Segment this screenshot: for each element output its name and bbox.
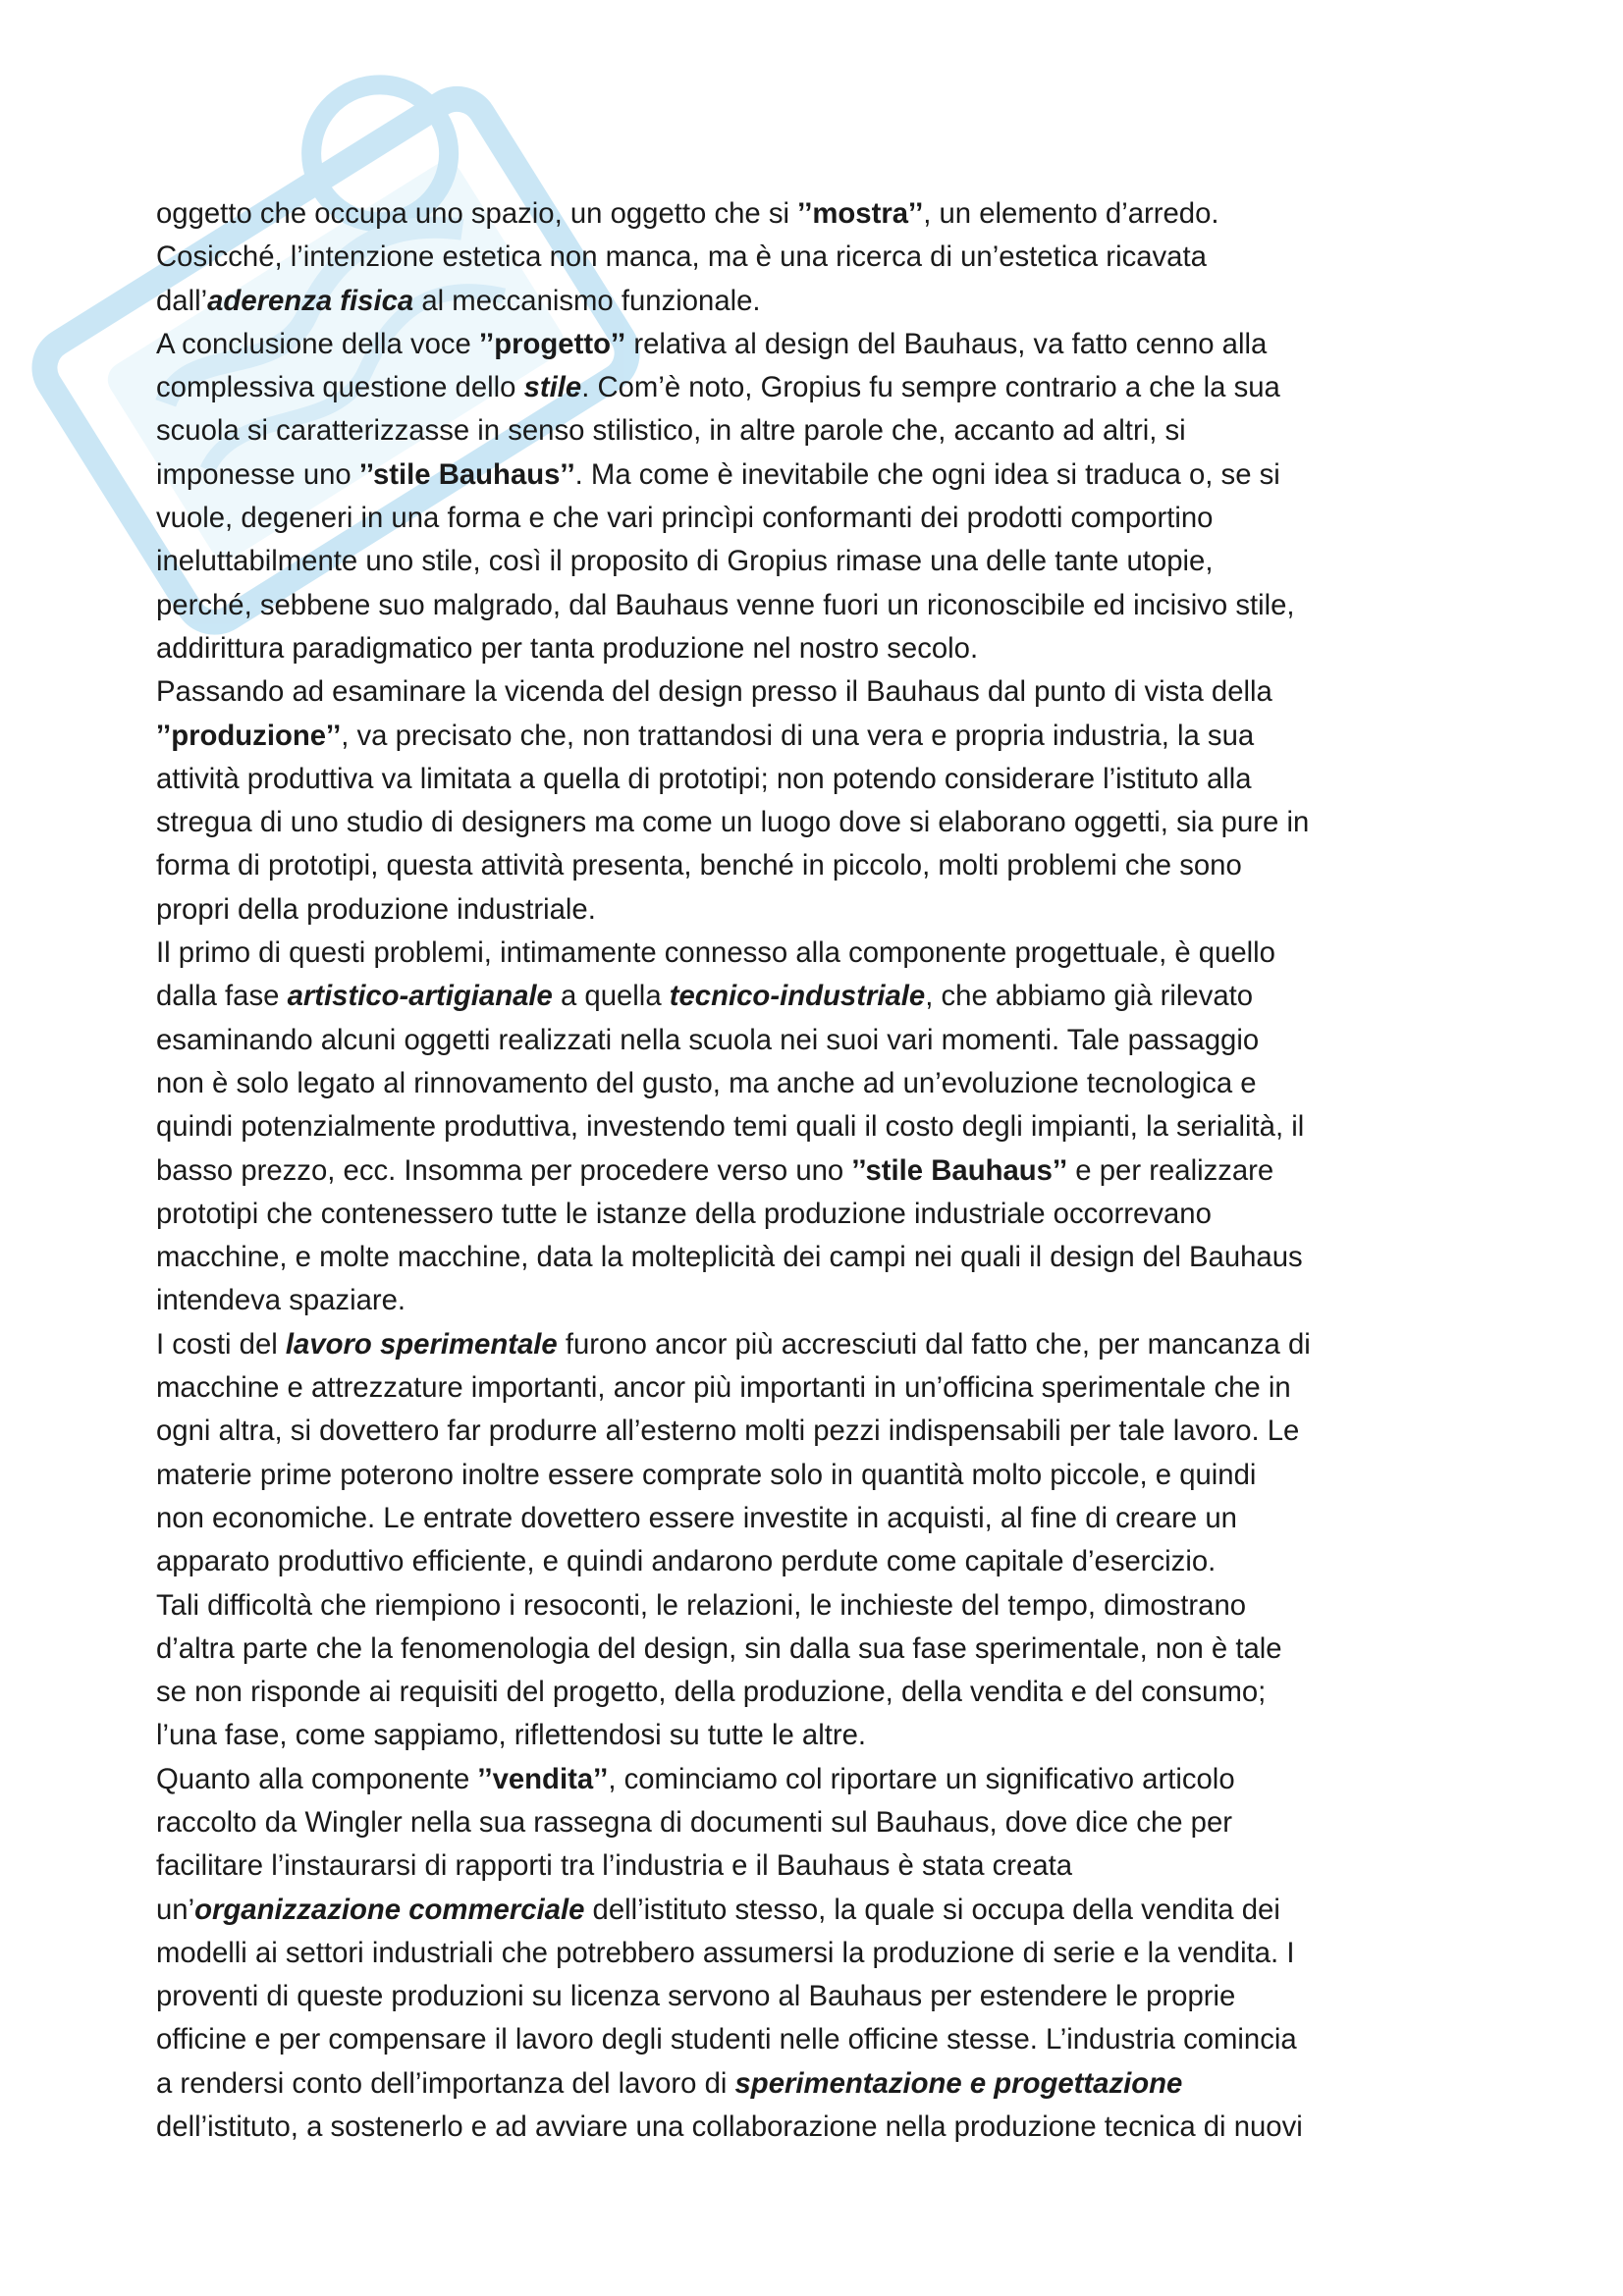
text-line — [156, 1019, 1496, 1062]
text-line — [156, 2018, 1496, 2061]
text-run: addirittura paradigmatico per tanta produzione nel nostro secolo. — [156, 631, 979, 665]
text-line — [156, 1671, 1496, 1714]
text-run: officine e per compensare il lavoro degli studenti nelle officine stesse. L’industria comincia — [156, 2023, 1297, 2056]
emphasis-bold-italic: sperimentazione e progettazione — [734, 2066, 1183, 2100]
text-run: al meccanismo funzionale. — [413, 284, 761, 317]
text-run: basso prezzo, ecc. Insomma per procedere verso uno — [156, 1153, 852, 1187]
text-run: Cosicché, l’intenzione estetica non manca, ma è una ricerca di un’estetica ricavata — [156, 240, 1207, 274]
text-line — [156, 584, 1496, 627]
text-line — [156, 1975, 1496, 2018]
text-run: complessiva questione dello — [156, 371, 524, 404]
text-run: attività produttiva va limitata a quella di prototipi; non potendo considerare l’istituto alla — [156, 762, 1252, 795]
text-run: a quella — [552, 980, 670, 1013]
text-run: proventi di queste produzioni su licenza servono al Bauhaus per estendere le proprie — [156, 1980, 1236, 2013]
text-run: apparato produttivo efficiente, e quindi andarono perdute come capitale d’esercizio. — [156, 1545, 1217, 1578]
text-run: scuola si caratterizzasse in senso stilistico, in altre parole che, accanto ad altri, si — [156, 414, 1186, 448]
text-line — [156, 1105, 1496, 1148]
text-line — [156, 236, 1496, 279]
text-run: dell’istituto stesso, la quale si occupa della vendita dei — [584, 1893, 1280, 1926]
text-run: d’altra parte che la fenomenologia del design, sin dalla sua fase sperimentale, non è tale — [156, 1631, 1282, 1665]
text-line — [156, 1279, 1496, 1322]
text-run: non è solo legato al rinnovamento del gusto, ma anche ad un’evoluzione tecnologica e — [156, 1066, 1257, 1099]
text-run: ogni altra, si dovettero far produrre all’esterno molti pezzi indispensabili per tale lavoro. Le — [156, 1415, 1300, 1448]
text-run: Passando ad esaminare la vicenda del design presso il Bauhaus dal punto di vista della — [156, 675, 1272, 709]
text-run: dall’ — [156, 284, 208, 317]
text-line — [156, 1628, 1496, 1671]
text-run: Quanto alla componente — [156, 1762, 478, 1795]
text-line — [156, 670, 1496, 714]
text-run: a rendersi conto dell’importanza del lavoro di — [156, 2066, 735, 2100]
emphasis-bold: ’’stile Bauhaus’’ — [851, 1153, 1068, 1187]
text-run: , un elemento d’arredo. — [923, 197, 1219, 230]
text-line — [156, 1932, 1496, 1975]
text-run: , che abbiamo già rilevato — [925, 980, 1254, 1013]
text-line — [156, 497, 1496, 540]
text-run: raccolto da Wingler nella sua rassegna di documenti sul Bauhaus, dove dice che per — [156, 1805, 1233, 1839]
text-line — [156, 409, 1496, 453]
text-run: dell’istituto, a sostenerlo e ad avviare una collaborazione nella produzione tecnica di nuovi — [156, 2110, 1303, 2144]
text-line — [156, 1323, 1496, 1366]
text-line — [156, 1062, 1496, 1105]
emphasis-bold: ’’vendita’’ — [477, 1762, 609, 1795]
emphasis-bold-italic: stile — [523, 371, 582, 404]
text-run: vuole, degeneri in una forma e che vari princìpi conformanti dei prodotti comportino — [156, 502, 1214, 535]
text-line — [156, 1236, 1496, 1279]
text-run: oggetto che occupa uno spazio, un oggetto che si — [156, 197, 798, 230]
text-line — [156, 323, 1496, 366]
text-run: . Ma come è inevitabile che ogni idea si traduca o, se si — [574, 457, 1280, 491]
text-run: quindi potenzialmente produttiva, investendo temi quali il costo degli impianti, la serialità, il — [156, 1110, 1305, 1144]
text-line — [156, 932, 1496, 975]
text-line — [156, 280, 1496, 323]
text-line — [156, 888, 1496, 932]
emphasis-bold: ’’progetto’’ — [479, 327, 626, 360]
text-run: non economiche. Le entrate dovettero essere investite in acquisti, al fine di creare un — [156, 1501, 1237, 1534]
emphasis-bold-italic: artistico-artigianale — [287, 980, 553, 1013]
text-line — [156, 192, 1496, 236]
text-line — [156, 1584, 1496, 1628]
text-run: macchine e attrezzature importanti, ancor più importanti in un’officina sperimentale che in — [156, 1371, 1291, 1405]
text-line — [156, 1758, 1496, 1801]
text-line — [156, 975, 1496, 1018]
text-line — [156, 1889, 1496, 1932]
text-line — [156, 1844, 1496, 1888]
text-line — [156, 1193, 1496, 1236]
text-run: furono ancor più accresciuti dal fatto che, per mancanza di — [557, 1327, 1311, 1361]
text-line — [156, 844, 1496, 887]
text-run: propri della produzione industriale. — [156, 892, 596, 926]
emphasis-bold-italic: organizzazione commerciale — [194, 1893, 585, 1926]
text-run: stregua di uno studio di designers ma come un luogo dove si elaborano oggetti, sia pure in — [156, 806, 1310, 839]
text-run: dalla fase — [156, 980, 288, 1013]
text-line — [156, 540, 1496, 583]
document-body — [156, 192, 1496, 2149]
text-run: se non risponde ai requisiti del progetto, della produzione, della vendita e del consumo; — [156, 1676, 1267, 1709]
text-line — [156, 2106, 1496, 2149]
text-run: . Com’è noto, Gropius fu sempre contrario a che la sua — [581, 371, 1280, 404]
text-run: perché, sebbene suo malgrado, dal Bauhaus venne fuori un riconoscibile ed incisivo stile, — [156, 588, 1295, 621]
text-line — [156, 1149, 1496, 1193]
text-run: facilitare l’instaurarsi di rapporti tra l’industria e il Bauhaus è stata creata — [156, 1849, 1073, 1883]
text-run: esaminando alcuni oggetti realizzati nella scuola nei suoi vari momenti. Tale passaggio — [156, 1023, 1260, 1056]
text-run: macchine, e molte macchine, data la molteplicità dei campi nei quali il design del Bauhaus — [156, 1241, 1303, 1274]
emphasis-bold: ’’stile Bauhaus’’ — [358, 457, 575, 491]
text-run: , va precisato che, non trattandosi di una vera e propria industria, la sua — [341, 719, 1255, 752]
emphasis-bold-italic: aderenza fisica — [207, 284, 414, 317]
emphasis-bold: ’’produzione’’ — [156, 719, 342, 752]
text-line — [156, 1540, 1496, 1583]
text-run: I costi del — [156, 1327, 286, 1361]
text-run: un’ — [156, 1893, 195, 1926]
text-run: intendeva spaziare. — [156, 1284, 406, 1317]
text-run: prototipi che contenessero tutte le istanze della produzione industriale occorrevano — [156, 1197, 1212, 1230]
text-run: l’una fase, come sappiamo, riflettendosi su tutte le altre. — [156, 1719, 867, 1752]
text-line — [156, 366, 1496, 409]
text-line — [156, 1454, 1496, 1497]
text-line — [156, 715, 1496, 758]
text-run: imponesse uno — [156, 457, 359, 491]
text-run: materie prime poterono inoltre essere comprate solo in quantità molto piccole, e quindi — [156, 1458, 1257, 1491]
text-run: forma di prototipi, questa attività presenta, benché in piccolo, molti problemi che sono — [156, 849, 1242, 882]
text-line — [156, 627, 1496, 670]
emphasis-bold-italic: tecnico-industriale — [669, 980, 926, 1013]
text-run: e per realizzare — [1067, 1153, 1274, 1187]
text-line — [156, 1497, 1496, 1540]
text-line — [156, 1714, 1496, 1757]
emphasis-bold-italic: lavoro sperimentale — [285, 1327, 558, 1361]
text-line — [156, 1410, 1496, 1453]
text-run: A conclusione della voce — [156, 327, 479, 360]
text-run: modelli ai settori industriali che potrebbero assumersi la produzione di serie e la vendita. I — [156, 1936, 1295, 1969]
text-run: ineluttabilmente uno stile, così il proposito di Gropius rimase una delle tante utopie, — [156, 545, 1214, 578]
text-run: Tali difficoltà che riempiono i resoconti, le relazioni, le inchieste del tempo, dimostrano — [156, 1588, 1247, 1622]
text-line — [156, 801, 1496, 844]
text-line — [156, 454, 1496, 497]
text-run: , cominciamo col riportare un significativo articolo — [608, 1762, 1235, 1795]
text-line — [156, 758, 1496, 801]
text-run: Il primo di questi problemi, intimamente connesso alla componente progettuale, è quello — [156, 936, 1275, 970]
text-run: relativa al design del Bauhaus, va fatto cenno alla — [625, 327, 1268, 360]
text-line — [156, 1801, 1496, 1844]
emphasis-bold: ’’mostra’’ — [797, 197, 924, 230]
text-line — [156, 2062, 1496, 2106]
text-line — [156, 1366, 1496, 1410]
